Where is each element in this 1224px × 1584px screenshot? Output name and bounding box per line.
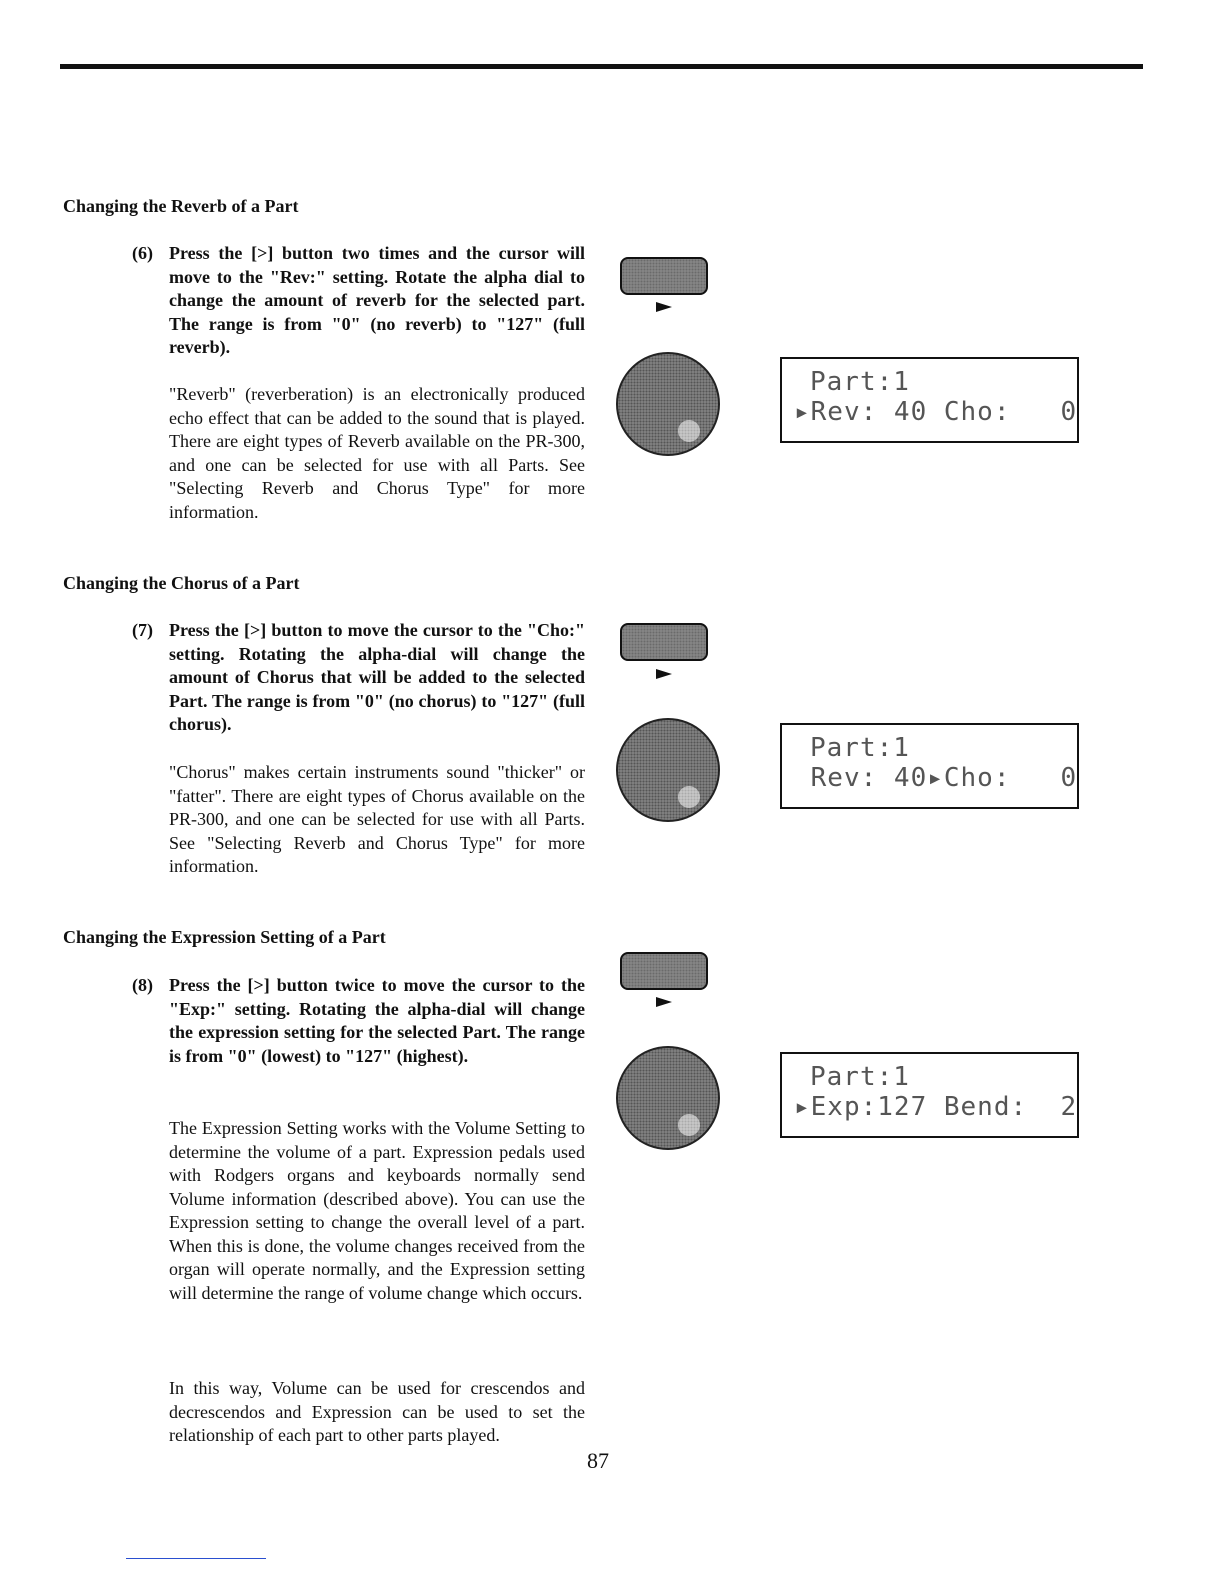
lcd-line-1: Part:1 (810, 733, 910, 763)
right-arrow-icon (656, 997, 672, 1007)
lcd-display-reverb (780, 357, 1079, 443)
lcd-line-2: ▸Exp:127 Bend: 2 (794, 1092, 1078, 1122)
lcd-display-chorus (780, 723, 1079, 809)
reverb-description: "Reverb" (reverberation) is an electronically produced echo effect that can be added to the sound that is played. There are eight types of Reverb available on the PR-300, and one can be selected for use with all Parts. See "Selecting Reverb and Chorus Type" for more information. (169, 384, 585, 522)
step-number: (7) (132, 620, 153, 640)
section-heading-reverb: Changing the Reverb of a Part (63, 196, 299, 216)
alpha-dial-icon (616, 352, 720, 456)
step-number: (6) (132, 243, 153, 263)
chorus-description: "Chorus" makes certain instruments sound "thicker" or "fatter". There are eight types of Chorus available on the PR-300, and one can be selected for use with all Parts. See "Selecting Reverb and Chorus Type" for more information. (169, 762, 585, 876)
expression-description-2: In this way, Volume can be used for crescendos and decrescendos and Expression can be used to set the relationship of each part to other parts played. (169, 1378, 585, 1445)
lcd-line-1: Part:1 (810, 367, 910, 397)
section-heading-expression: Changing the Expression Setting of a Part (63, 927, 386, 947)
right-arrow-icon (656, 302, 672, 312)
step-instruction: Press the [>] button to move the cursor to the "Cho:" setting. Rotating the alpha-dial will change the amount of Chorus that will be added to the selected Part. The range is from "0" (no chorus) to "127" (full chorus). (169, 620, 585, 734)
lcd-line-1: Part:1 (810, 1062, 910, 1092)
lcd-line-2: Rev: 40▸Cho: 0 (794, 763, 1078, 793)
step-number: (8) (132, 975, 153, 995)
lcd-line-2: ▸Rev: 40 Cho: 0 (794, 397, 1078, 427)
expression-description: The Expression Setting works with the Volume Setting to determine the volume of a part. Expression pedals used with Rodgers organs and keyboards normally send Volume information (described above). You can use the Expression setting to change the overall level of a part. When this is done, the volume changes received from the organ will operate normally, and the Expression setting will determine the range of volume change which occurs. (169, 1118, 585, 1303)
step-6 (132, 242, 585, 360)
cursor-right-button (620, 952, 708, 990)
step-instruction: Press the [>] button two times and the cursor will move to the "Rev:" setting. Rotate the alpha dial to change the amount of reverb for the selected part. The range is from "0" (no reverb) to "127" (full reverb). (169, 243, 585, 357)
step-8 (132, 974, 585, 1068)
step-instruction: Press the [>] button twice to move the cursor to the "Exp:" setting. Rotating the alpha-dial will change the expression setting for the selected Part. The range is from "0" (lowest) to "127" (highest). (169, 975, 585, 1066)
alpha-dial-icon (616, 718, 720, 822)
section-heading-chorus: Changing the Chorus of a Part (63, 573, 300, 593)
bottom-link-line (126, 1558, 266, 1559)
lcd-display-expression (780, 1052, 1079, 1138)
step-7 (132, 619, 585, 737)
page-number: 87 (587, 1448, 609, 1473)
alpha-dial-icon (616, 1046, 720, 1150)
top-rule (60, 64, 1143, 69)
cursor-right-button (620, 623, 708, 661)
right-arrow-icon (656, 669, 672, 679)
cursor-right-button (620, 257, 708, 295)
